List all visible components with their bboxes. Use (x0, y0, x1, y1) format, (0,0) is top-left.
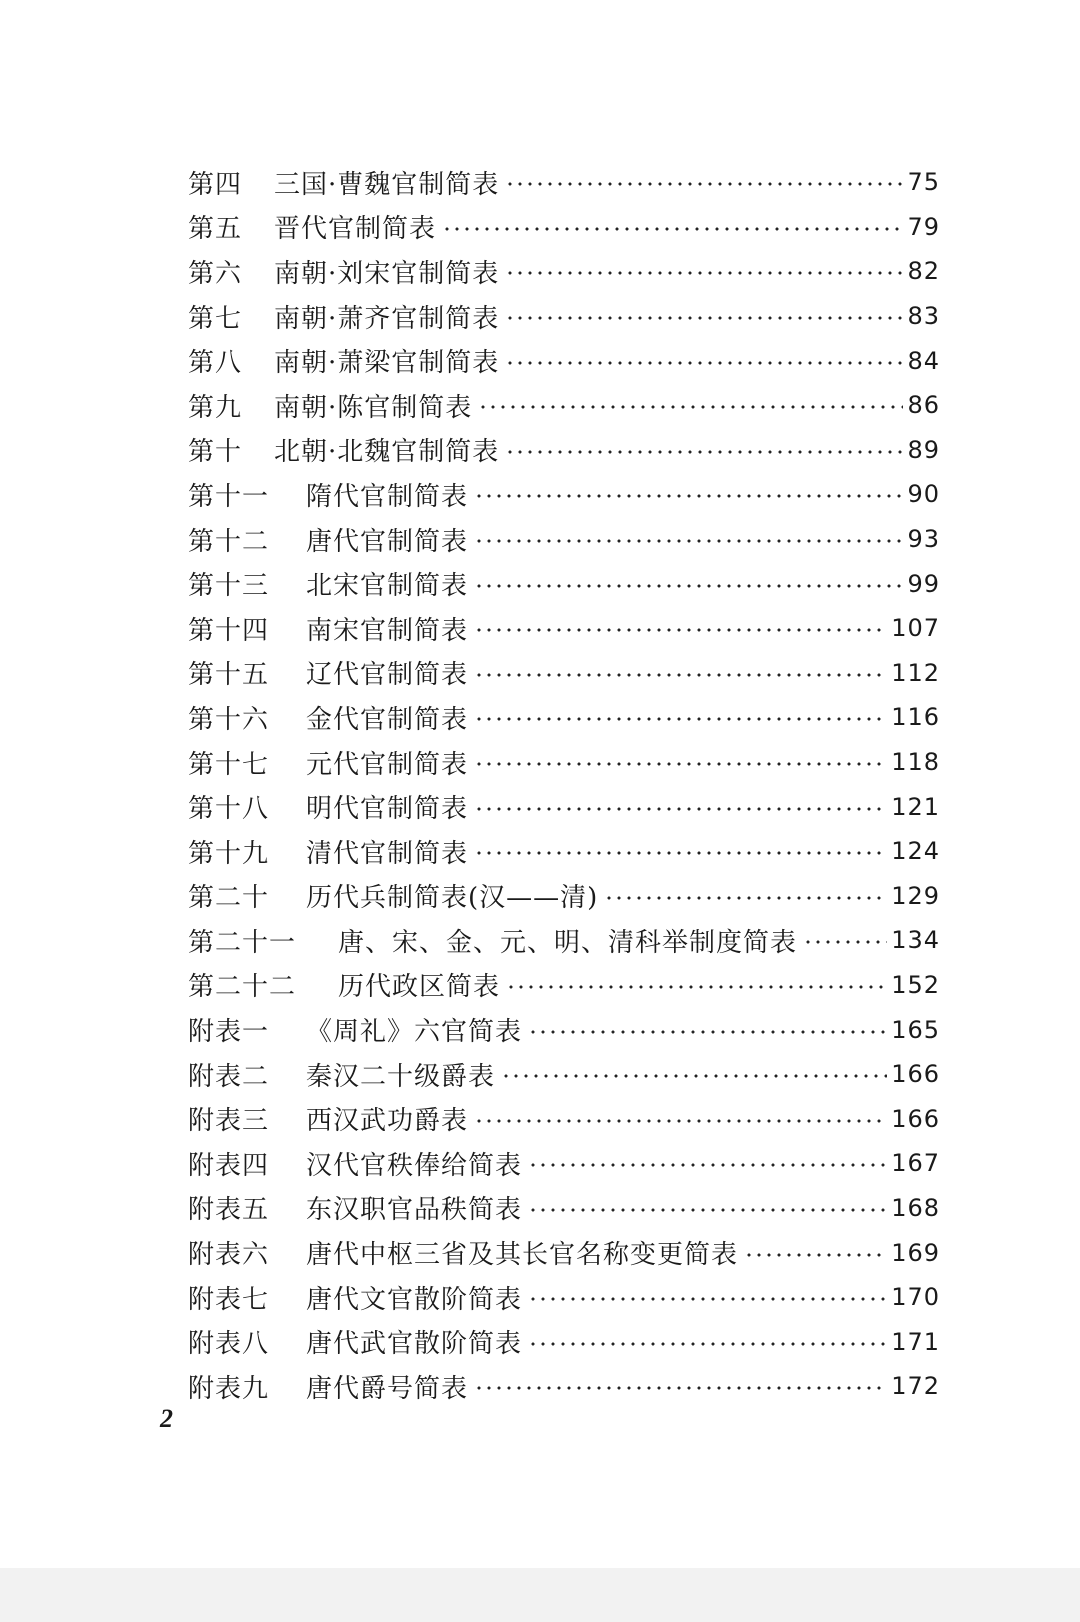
toc-entry-page: 134 (891, 926, 940, 955)
dot-leader (505, 361, 903, 365)
toc-entry-page: 99 (907, 569, 940, 598)
toc-entry (188, 1319, 940, 1364)
toc-entry-page: 79 (907, 212, 940, 241)
toc-entry-title: 三国·曹魏官制简表 (274, 169, 500, 200)
toc-entry-page: 121 (891, 792, 940, 821)
dot-leader (474, 851, 887, 855)
toc-entry-title: 唐代文官散阶简表 (306, 1284, 523, 1315)
toc-entry-number: 第六 (188, 258, 243, 289)
toc-entry-page: 118 (891, 748, 940, 777)
dot-leader (474, 584, 903, 588)
toc-entry-number: 第二十一 (188, 927, 297, 958)
toc-entry-page: 172 (891, 1372, 940, 1401)
toc-entry-page: 90 (907, 480, 940, 509)
toc-entry-title: 金代官制简表 (306, 704, 469, 735)
toc-entry-title: 东汉职官品秩简表 (306, 1195, 523, 1226)
toc-entry (188, 338, 940, 383)
toc-entry-number: 第十二 (188, 526, 270, 557)
toc-entry-number: 第五 (188, 214, 243, 245)
toc-entry-number: 附表三 (188, 1106, 270, 1137)
toc-entry-number: 第七 (188, 303, 243, 334)
toc-entry-page: 169 (891, 1238, 940, 1267)
dot-leader (474, 539, 903, 543)
toc-entry-number: 附表九 (188, 1373, 270, 1404)
toc-entry-number: 附表六 (188, 1240, 270, 1271)
toc-entry-title: 隋代官制简表 (306, 481, 469, 512)
toc-entry (188, 1007, 940, 1052)
toc-entry-page: 171 (891, 1327, 940, 1356)
toc-entry-page: 75 (907, 168, 940, 197)
dot-leader (474, 628, 887, 632)
bottom-margin-band (0, 1568, 1080, 1622)
toc-entry-title: 历代政区简表 (338, 972, 501, 1003)
toc-entry-page: 107 (891, 614, 940, 643)
dot-leader (474, 1386, 887, 1390)
toc-entry (188, 517, 940, 562)
toc-entry-title: 清代官制简表 (306, 838, 469, 869)
toc-entry (188, 472, 940, 517)
toc-entry (188, 829, 940, 874)
dot-leader (478, 405, 903, 409)
toc-entry-title: 历代兵制简表(汉——清) (306, 883, 599, 914)
dot-leader (505, 271, 903, 275)
toc-entry-number: 第十九 (188, 838, 270, 869)
toc-entry (188, 695, 940, 740)
toc-entry-number: 第十五 (188, 660, 270, 691)
toc-entry-number: 第二十二 (188, 972, 297, 1003)
dot-leader (505, 450, 903, 454)
toc-entry-page: 82 (907, 257, 940, 286)
dot-leader (744, 1253, 887, 1257)
toc-entry-number: 附表一 (188, 1017, 270, 1048)
table-of-contents (188, 160, 940, 1409)
dot-leader (604, 896, 887, 900)
toc-entry-page: 168 (891, 1193, 940, 1222)
toc-entry-page: 89 (907, 435, 940, 464)
dot-leader (442, 227, 903, 231)
toc-entry-page: 129 (891, 881, 940, 910)
toc-entry-number: 第十八 (188, 794, 270, 825)
toc-entry-page: 124 (891, 837, 940, 866)
page-number: 2 (160, 1404, 173, 1433)
toc-entry (188, 918, 940, 963)
toc-entry (188, 1096, 940, 1141)
toc-entry (188, 561, 940, 606)
toc-entry-page: 86 (907, 391, 940, 420)
toc-entry-number: 第十三 (188, 571, 270, 602)
dot-leader (501, 1074, 887, 1078)
toc-entry-title: 南朝·刘宋官制简表 (274, 258, 500, 289)
toc-entry-title: 唐代武官散阶简表 (306, 1329, 523, 1360)
toc-entry-number: 第二十 (188, 883, 270, 914)
toc-entry (188, 1052, 940, 1097)
toc-entry-page: 167 (891, 1149, 940, 1178)
dot-leader (474, 807, 887, 811)
toc-entry (188, 249, 940, 294)
toc-entry-number: 附表二 (188, 1061, 270, 1092)
dot-leader (803, 940, 887, 944)
toc-entry-page: 152 (891, 970, 940, 999)
toc-entry (188, 874, 940, 919)
toc-entry (188, 294, 940, 339)
toc-entry-page: 170 (891, 1283, 940, 1312)
toc-entry-title: 唐、宋、金、元、明、清科举制度简表 (338, 927, 798, 958)
toc-entry-number: 第九 (188, 392, 243, 423)
toc-entry (188, 205, 940, 250)
toc-entry-page: 116 (891, 703, 940, 732)
toc-entry-number: 第十四 (188, 615, 270, 646)
toc-entry-title: 南宋官制简表 (306, 615, 469, 646)
toc-entry-title: 南朝·萧齐官制简表 (274, 303, 500, 334)
toc-entry-number: 第十六 (188, 704, 270, 735)
toc-entry (188, 428, 940, 473)
toc-entry (188, 740, 940, 785)
toc-entry-title: 北宋官制简表 (306, 571, 469, 602)
toc-entry-title: 西汉武功爵表 (306, 1106, 469, 1137)
toc-entry-number: 第十七 (188, 749, 270, 780)
toc-entry (188, 963, 940, 1008)
dot-leader (506, 985, 887, 989)
toc-entry (188, 1141, 940, 1186)
toc-entry (188, 160, 940, 205)
toc-entry-number: 附表七 (188, 1284, 270, 1315)
toc-entry-page: 112 (891, 658, 940, 687)
toc-entry-title: 明代官制简表 (306, 794, 469, 825)
toc-entry-title: 汉代官秩俸给简表 (306, 1150, 523, 1181)
toc-entry (188, 383, 940, 428)
toc-entry-title: 唐代爵号简表 (306, 1373, 469, 1404)
toc-entry-title: 元代官制简表 (306, 749, 469, 780)
toc-entry-number: 第八 (188, 348, 243, 379)
dot-leader (505, 316, 903, 320)
dot-leader (528, 1297, 887, 1301)
toc-entry-title: 南朝·萧梁官制简表 (274, 348, 500, 379)
dot-leader (474, 762, 887, 766)
toc-entry-title: 唐代中枢三省及其长官名称变更简表 (306, 1240, 739, 1271)
toc-entry (188, 1364, 940, 1409)
toc-entry-number: 第十一 (188, 481, 270, 512)
toc-entry (188, 606, 940, 651)
toc-entry (188, 1275, 940, 1320)
toc-entry-title: 晋代官制简表 (274, 214, 437, 245)
toc-entry-page: 93 (907, 525, 940, 554)
toc-entry (188, 1230, 940, 1275)
dot-leader (528, 1342, 887, 1346)
toc-entry (188, 651, 940, 696)
toc-entry-page: 166 (891, 1060, 940, 1089)
toc-entry-number: 第十 (188, 437, 243, 468)
dot-leader (474, 717, 887, 721)
toc-entry-title: 《周礼》六官简表 (306, 1017, 523, 1048)
toc-entry-page: 165 (891, 1015, 940, 1044)
dot-leader (528, 1030, 887, 1034)
toc-entry-title: 唐代官制简表 (306, 526, 469, 557)
toc-entry (188, 1186, 940, 1231)
dot-leader (474, 494, 903, 498)
dot-leader (474, 1119, 887, 1123)
toc-entry-number: 附表五 (188, 1195, 270, 1226)
toc-entry-title: 北朝·北魏官制简表 (274, 437, 500, 468)
toc-entry-number: 附表八 (188, 1329, 270, 1360)
toc-entry-number: 附表四 (188, 1150, 270, 1181)
toc-entry-page: 84 (907, 346, 940, 375)
toc-entry-page: 83 (907, 302, 940, 331)
toc-entry-page: 166 (891, 1104, 940, 1133)
toc-entry-title: 南朝·陈官制简表 (274, 392, 473, 423)
dot-leader (505, 182, 903, 186)
toc-entry-title: 辽代官制简表 (306, 660, 469, 691)
dot-leader (528, 1208, 887, 1212)
toc-entry (188, 784, 940, 829)
dot-leader (474, 673, 887, 677)
toc-entry-number: 第四 (188, 169, 243, 200)
toc-entry-title: 秦汉二十级爵表 (306, 1061, 496, 1092)
dot-leader (528, 1163, 887, 1167)
